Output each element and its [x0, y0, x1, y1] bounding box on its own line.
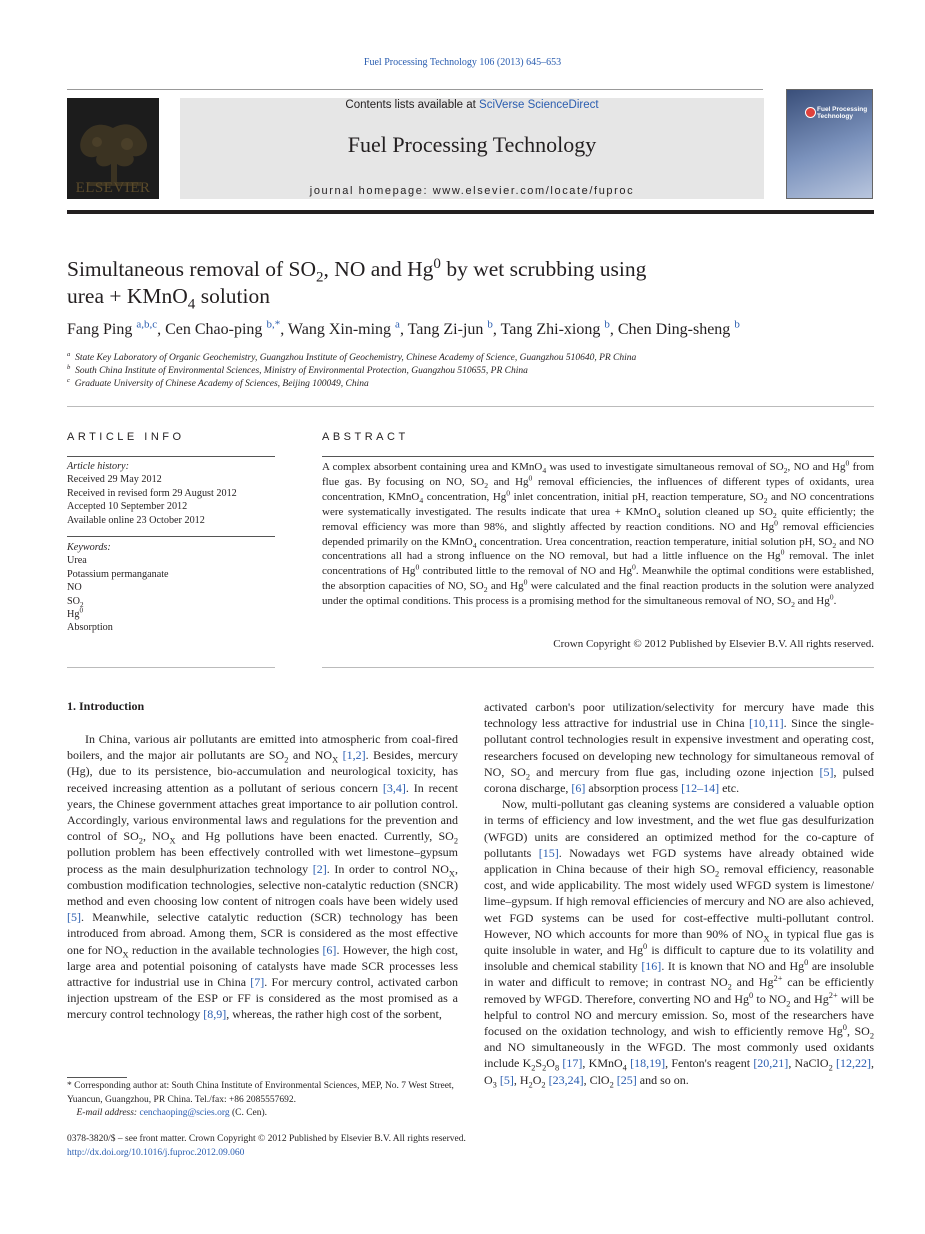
- journal-homepage[interactable]: journal homepage: www.elsevier.com/locate/fuproc: [309, 185, 635, 197]
- journal-reference[interactable]: Fuel Processing Technology 106 (2013) 645–653: [363, 57, 562, 68]
- cover-logo-icon: [805, 107, 816, 118]
- journal-title: Fuel Processing Technology: [347, 132, 597, 157]
- email-link[interactable]: cenchaoping@scies.org: [139, 1108, 230, 1118]
- author-name: , Cen Chao-ping: [157, 321, 267, 338]
- masthead-divider: [67, 210, 874, 214]
- author-affiliation-mark[interactable]: b: [604, 318, 610, 331]
- abstract-end-rule: [322, 667, 874, 668]
- author-list: [67, 318, 887, 339]
- article-title: Simultaneous removal of $SO_2$, NO and Hg$^0$ by wet scrubbing using urea + KMnO$_4$ solution: [67, 255, 647, 313]
- contents-line: [180, 99, 764, 111]
- history-label: Article history:: [67, 461, 129, 472]
- author-name: , Wang Xin-ming: [280, 321, 396, 338]
- intro-column-right: activated carbon's poor utilization/selectivity for mercury have made this technology less attractive for industrial use in China [10,11]. Since the single-pollutant control technologies result in expensive investment and operating cost, researchers focused on developing new technology for simultaneous removal of NO, $SO_2$ and mercury from flue gas, including ozone injection [5], pulsed corona discharge, [6] absorption process [12–14] etc. Now, multi-pollutant gas cleaning systems are considered a valuable option in terms of efficiency and low investment, and the wet flue gas desulfurization (WFGD) units are considered an optimized method for the co-capture of pollutants [15]. Nowadays wet FGD systems have already obtained wide application in China because of their high $SO_2$ removal efficiency, reasonable cost, and wide applicability. The most widely used WFGD system is limestone/ lime–gypsum. If high removal efficiencies of mercury and NO are also achieved, wet FGD systems can be used for cost-effective multi-pollutant control. However, NO which accounts for more than 90% of $NO_X$ in typical flue gas is quite insoluble in water, and Hg$^0$ is difficult to capture due to its volatility and insoluble and chemical stability [16]. It is known that NO and Hg$^0$ are insoluble in water and difficult to remove; in contrast $NO_2$ and $Hg^{2+}$ can be efficiently removed by WFGD. Therefore, converting NO and Hg$^0$ to $NO_2$ and $Hg^{2+}$ will be helpful to control NO and mercury emission. So, most of the researchers have focused on the oxidation technology, and wish to efficiently remove Hg$^0$, $SO_2$ and NO simultaneously in the WFGD. The most commonly used oxidants include $K_2S_2O_8$ [17], KMnO$_4$ [18,19], Fenton's reagent [20,21], NaClO$_2$ [12,22], $O_3$ [5], $H_2O_2$ [23,24], ClO$_2$ [25] and so on.: [484, 700, 875, 1090]
- sciencedirect-link[interactable]: SciVerse ScienceDirect: [479, 99, 599, 111]
- footnote-rule: [67, 1077, 127, 1078]
- author-name: Fang Ping: [67, 321, 137, 338]
- author-affiliation-mark[interactable]: b,*: [266, 318, 281, 331]
- article-info-end-rule: [67, 667, 275, 668]
- corresponding-footnote: * Corresponding author at: South China Institute of Environmental Sciences, MEP, No. 7 West Street, Yuancun, Guangzhou, PR China. Tel./fax: +86 2085557692. E-mail address: cenchaoping@scies.org (C. Cen).: [67, 1081, 454, 1118]
- introduction-heading: 1. Introduction: [67, 699, 145, 713]
- bottom-matter: [67, 1133, 667, 1160]
- author-name: , Tang Zi-jun: [399, 321, 488, 338]
- author-affiliation-mark[interactable]: b: [734, 318, 740, 331]
- author-affiliation-mark[interactable]: b: [487, 318, 493, 331]
- keywords: Keywords: Urea Potassium permanganate NO $SO_2$ Hg$^0$ Absorption: [67, 542, 169, 634]
- author-name: , Tang Zhi-xiong: [492, 321, 605, 338]
- article-history: Article history: Received 29 May 2012 Received in revised form 29 August 2012 Accepted 10 September 2012 Available online 23 October 2012: [67, 461, 237, 526]
- intro-column-left: In China, various air pollutants are emitted into atmospheric from coal-fired boilers, and the major air pollutants are $SO_2$ and $NO_X$ [1,2]. Besides, mercury (Hg), due to its persistence, bio-accumulation and neurological toxicity, has received increasing attention as a pollutant of serious concern [3,4]. In recent years, the Chinese government attaches great importance to air pollution control. Accordingly, various environmental laws and regulations for the prevention and control of $SO_2$, $NO_X$ and Hg pollutions have been enacted. Currently, $SO_2$ pollution problem has been effectively controlled with wet limestone–gypsum process as the main desulphurization technology [2]. In order to control $NO_X$, combustion modification technologies, selective non-catalytic reduction (SNCR) method and even choosing low content of nitrogen coals have been widely used [5]. Meanwhile, selective catalytic reduction (SCR) technology has been introduced from abroad. Among them, SCR is considered as the most effective one for $NO_X$ reduction in the available technologies [6]. However, the high cost, large area and potential poisoning of catalysts have made SCR processes less attractive for industrial use in China [7]. For mercury control, activated carbon injection upstream of the ESP or FF is considered as the most promised as a mercury control technology [8,9], whereas, the rather high cost of the sorbent,: [67, 732, 459, 1022]
- cover-title: Fuel Processing Technology: [817, 106, 868, 120]
- abstract-rule: [322, 456, 874, 457]
- author-affiliation-mark[interactable]: a,b,c: [136, 318, 158, 331]
- doi-link[interactable]: http://dx.doi.org/10.1016/j.fuproc.2012.09.060: [67, 1147, 245, 1158]
- affiliation-c: $^c$ Graduate University of Chinese Academy of Sciences, Beijing 100049, China: [67, 376, 369, 389]
- contents-prefix: Contents lists available at: [345, 99, 480, 111]
- affiliation-b: $^b$ South China Institute of Environmental Sciences, Ministry of Environmental Protection, Guangzhou 510655, PR China: [67, 363, 528, 376]
- elsevier-wordmark: ELSEVIER: [75, 180, 151, 196]
- keywords-label: Keywords:: [67, 542, 111, 553]
- author-name: , Chen Ding-sheng: [609, 321, 735, 338]
- author-affiliation-mark[interactable]: a: [395, 318, 400, 331]
- article-info-rule: [67, 456, 275, 457]
- abstract-body: A complex absorbent containing urea and KMnO$_4$ was used to investigate simultaneous removal of $SO_2$, NO and Hg$^0$ from flue gas. By focusing on NO, $SO_2$ and Hg$^0$ removal efficiencies, the influences of different types of oxidants, urea concentration, KMnO$_4$ concentration, Hg$^0$ inlet concentration, initial pH, reaction temperature, $SO_2$ and NO concentrations were systematically investigated. The results indicate that urea + KMnO$_4$ solution cleaned up $SO_2$ quite efficiently; the removal efficiency was more than 98%, and slightly affected by reaction conditions. NO and Hg$^0$ removal efficiencies depended primarily on the KMnO$_4$ concentration. Urea concentration, reaction temperature, initial solution pH, $SO_2$ and NO concentrations all had a strong influence on the NO removal, but had a little influence on the Hg$^0$ removal. The inlet concentrations of Hg$^0$ contributed little to the removal of NO and Hg$^0$. Meanwhile the optimal conditions were established, the absorption capacities of NO, $SO_2$ and Hg$^0$ were calculated and the final reaction products in the solution were analyzed under the optimal conditions. This process is a promising method for the simultaneous removal of NO, $SO_2$ and Hg$^0$.: [322, 458, 875, 610]
- elsevier-logo: [67, 98, 159, 199]
- affiliation-divider: [67, 406, 874, 407]
- keywords-rule: [67, 536, 275, 537]
- journal-cover: [786, 89, 873, 199]
- header-top-rule: [67, 89, 763, 90]
- abstract-copyright: Crown Copyright © 2012 Published by Elsevier B.V. All rights reserved.: [553, 638, 874, 650]
- article-info-heading: ARTICLE INFO: [67, 431, 185, 443]
- issn-line: 0378-3820/$ – see front matter. Crown Copyright © 2012 Published by Elsevier B.V. All rights reserved.: [67, 1134, 466, 1144]
- affiliation-a: $^a$ State Key Laboratory of Organic Geochemistry, Guangzhou Institute of Geochemistry, Chinese Academy of Science, Guangzhou 510640, PR China: [67, 350, 637, 363]
- abstract-heading: ABSTRACT: [322, 431, 409, 443]
